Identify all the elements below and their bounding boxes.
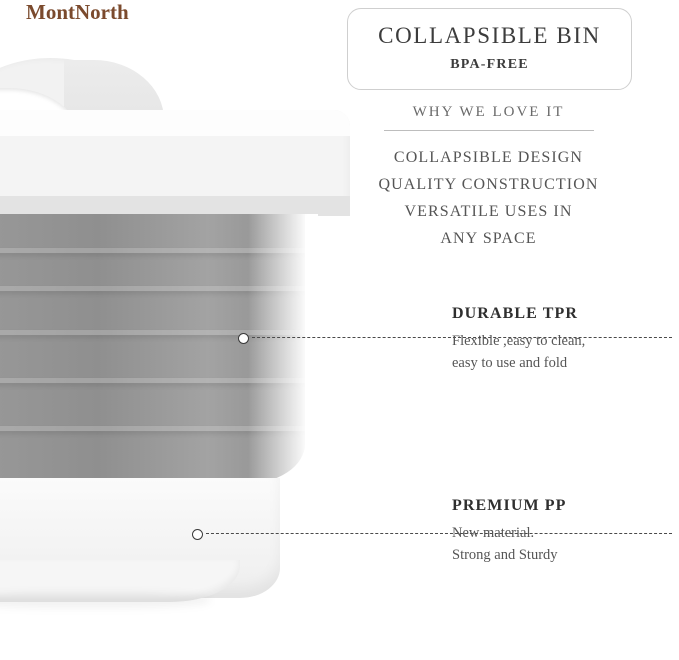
product-title: COLLAPSIBLE BIN [378,23,601,48]
brand-logo: MontNorth [26,0,129,24]
callout-anchor-dot-premium-pp [192,529,203,540]
callout-anchor-dot-durable-tpr [238,333,249,344]
feature-item: COLLAPSIBLE DESIGN [393,149,584,166]
bin-rim-edge [0,196,350,216]
bin-body-highlight [248,214,318,484]
feature-item: VERSATILE USES IN [404,203,573,220]
callout-body-line: Strong and Sturdy [452,547,558,563]
callout-premium-pp [452,497,667,566]
feature-item: ANY SPACE [440,230,537,247]
callout-title: DURABLE TPR [452,305,579,322]
callout-durable-tpr [452,305,667,374]
title-box [347,8,632,90]
callout-body-line: Flexible ,easy to clean, [452,333,586,349]
callout-body [452,330,667,374]
bin-rim-top [0,110,350,136]
why-we-love-it-heading: WHY WE LOVE IT [412,104,565,120]
feature-item: QUALITY CONSTRUCTION [378,176,599,193]
callout-body [452,522,667,566]
callout-body-line: New material. [452,525,535,541]
callout-title: PREMIUM PP [452,497,567,514]
callout-body-line: easy to use and fold [452,355,568,371]
heading-divider [384,130,594,131]
feature-list [347,144,630,252]
product-subtitle: BPA-FREE [450,57,529,72]
bin-base-shadow [0,592,210,608]
